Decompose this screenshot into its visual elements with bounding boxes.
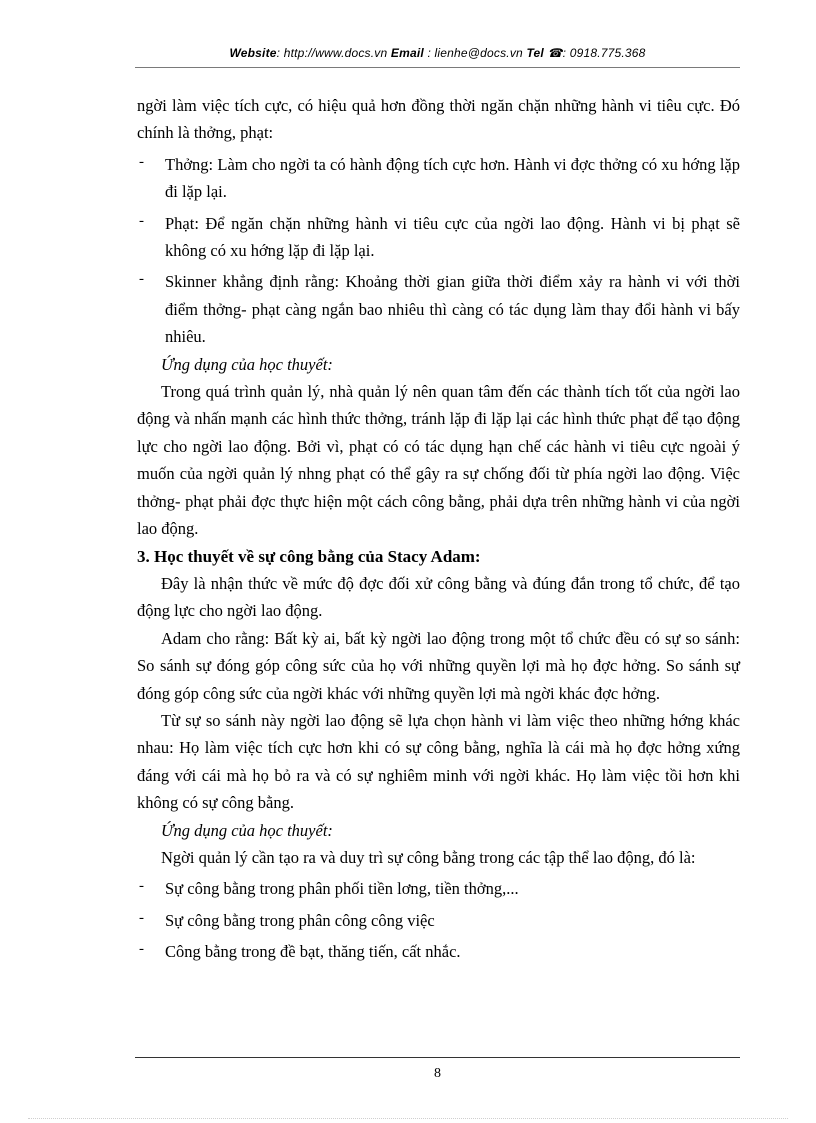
list-item-text: Phạt: Để ngăn chặn những hành vi tiêu cực của ngời lao động. Hành vi bị phạt sẽ không có xu hớng lặp đi lặp lại. [165, 213, 740, 261]
email-label: Email [390, 46, 424, 60]
application-subheading: Ứng dụng của học thuyết: [161, 354, 333, 374]
list-item [137, 938, 740, 965]
paragraph: Trong quá trình quản lý, nhà quản lý nên quan tâm đến các thành tích tốt của ngời lao động và nhấn mạnh các hình thức thởng, tránh lặp đi lặp lại các hình thức phạt để tạo động lực cho ngời lao động. Bởi vì, phạt có có tác dụng hạn chế các hành vi tiêu cực ngoài ý muốn của ngời quản lý nhng phạt có thể gây ra sự chống đối từ phía ngời lao động. Việc thởng- phạt phải đợc thực hiện một cách công bằng, phải dựa trên những hành vi của ngời lao động. [137, 382, 740, 539]
dash-bullet: - [139, 878, 144, 895]
application-subheading: Ứng dụng của học thuyết: [161, 820, 333, 840]
dash-bullet: - [139, 153, 144, 170]
footer-divider [135, 1057, 740, 1058]
list-item-text: Skinner khẳng định rằng: Khoảng thời gian giữa thời điểm xảy ra hành vi với thời điểm thởng- phạt càng ngắn bao nhiêu thì càng có tác dụng làm thay đổi hành vi bấy nhiêu. [165, 272, 740, 347]
page-number: 8 [434, 1066, 441, 1081]
dash-bullet: - [139, 212, 144, 229]
dash-bullet: - [139, 909, 144, 926]
page-edge-dotted-line [28, 1118, 788, 1119]
tel-value: : 0918.775.368 [562, 46, 646, 60]
paragraph: ngời làm việc tích cực, có hiệu quả hơn đồng thời ngăn chặn những hành vi tiêu cực. Đó chính là thởng, phạt: [137, 96, 740, 143]
list-item [137, 151, 740, 206]
dash-bullet: - [139, 271, 144, 288]
page-header [135, 46, 740, 60]
website-value: : http://www.docs.vn [276, 46, 388, 60]
section-heading: 3. Học thuyết về sự công bằng của Stacy Adam: [137, 546, 481, 566]
list-item [137, 210, 740, 265]
list-item [137, 875, 740, 902]
list-item-text: Thởng: Làm cho ngời ta có hành động tích cực hơn. Hành vi đợc thởng có xu hớng lặp đi lặp lại. [165, 154, 740, 202]
paragraph: Từ sự so sánh này ngời lao động sẽ lựa chọn hành vi làm việc theo những hớng khác nhau: Họ làm việc tích cực hơn khi có sự công bằng, nghĩa là cái mà họ đợc hởng xứng đáng với cái mà họ bỏ ra và có sự nghiêm minh với ngời khác. Họ làm việc tồi hơn khi không có sự công bằng. [137, 710, 740, 813]
dash-bullet: - [139, 941, 144, 958]
list-item-text: Sự công bằng trong phân phối tiền lơng, tiền thởng,... [165, 879, 519, 899]
website-label: Website [229, 46, 277, 60]
paragraph: Đây là nhận thức về mức độ đợc đối xử công bằng và đúng đắn trong tổ chức, để tạo động lực cho ngời lao động. [137, 573, 740, 621]
header-divider [135, 67, 740, 68]
list-item-text: Công bằng trong đề bạt, thăng tiến, cất nhắc. [165, 942, 461, 962]
paragraph: Adam cho rằng: Bất kỳ ai, bất kỳ ngời lao động trong một tổ chức đều có sự so sánh: So sánh sự đóng góp công sức của họ với những quyền lợi mà họ đợc hởng. So sánh sự đóng góp công sức của ngời khác với những quyền lợi mà ngời khác đợc hởng. [137, 628, 740, 703]
page-body [137, 92, 740, 966]
tel-label: Tel [526, 46, 544, 60]
phone-icon: ☎ [547, 46, 563, 60]
list-item [137, 907, 740, 934]
list-item [137, 268, 740, 350]
list-item-text: Sự công bằng trong phân công công việc [165, 910, 435, 930]
paragraph: Ngời quản lý cần tạo ra và duy trì sự công bằng trong các tập thể lao động, đó là: [161, 847, 696, 867]
email-value: : lienhe@docs.vn [427, 46, 523, 60]
